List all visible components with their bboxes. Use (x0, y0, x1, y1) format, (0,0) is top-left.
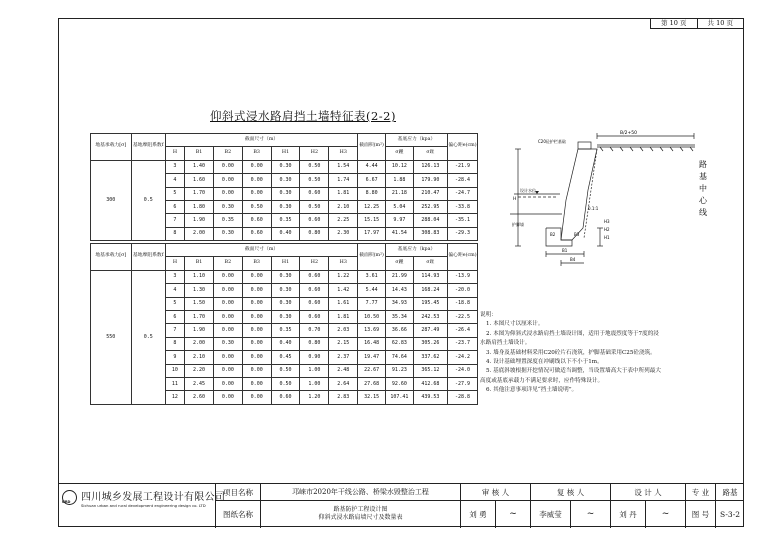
table-cell: 1.90 (185, 214, 214, 227)
table-cell: 0.30 (271, 310, 300, 323)
table-cell: 0.60 (300, 310, 329, 323)
rechecker-signature: ~ (570, 500, 610, 528)
col-stress-heel: σ踵 (385, 147, 413, 160)
table-cell: 1.60 (185, 174, 214, 187)
table-cell: -26.4 (447, 324, 477, 337)
table-cell: 2.45 (185, 377, 214, 390)
drawing-name (260, 500, 460, 528)
table-cell: 12.25 (358, 200, 386, 213)
designer-label: 设 计 人 (610, 484, 685, 500)
header-friction: 基地摩阻系数f (131, 134, 165, 161)
table-cell: 0.00 (213, 284, 242, 297)
table-cell: 3 (165, 160, 184, 173)
major-value: 路基 (715, 484, 744, 500)
table-cell: 107.41 (385, 391, 413, 404)
company-name-en: Sichuan urban and rural development engineering design co. LTD (81, 503, 206, 508)
table-cell: 9.97 (385, 214, 413, 227)
table-cell: 1.70 (185, 187, 214, 200)
table-cell: 41.54 (385, 227, 413, 240)
table-cell: 4 (165, 284, 184, 297)
table-cell: 0.35 (271, 214, 300, 227)
table-cell: 1.20 (300, 391, 329, 404)
table-cell: 1.70 (185, 310, 214, 323)
table-cell: -29.3 (447, 227, 477, 240)
table-cell: 0.30 (213, 337, 242, 350)
diagram-guardrail-label: C20砼护栏基础 (538, 139, 566, 144)
col-H1: H1 (271, 147, 300, 160)
diagram-road-centerline: 路基中心线 (698, 160, 708, 220)
table-cell: 0.60 (242, 227, 271, 240)
table-cell: 0.00 (213, 364, 242, 377)
wall-section-diagram (500, 128, 720, 278)
table-cell: 0.50 (300, 160, 329, 173)
table-cell: 0.30 (271, 200, 300, 213)
table-cell: 0.00 (242, 324, 271, 337)
company-name: 四川城乡发展工程设计有限公司 (81, 492, 226, 503)
table-cell: 14.43 (385, 284, 413, 297)
col-H3: H3 (329, 257, 358, 270)
table-cell: 0.80 (300, 337, 329, 350)
diagram-dim-B4: B4 (570, 257, 576, 262)
review-label: 审 核 人 (460, 484, 530, 500)
table-cell: 365.12 (413, 364, 447, 377)
table-cell: 0.00 (213, 391, 242, 404)
table-cell: 17.97 (358, 227, 386, 240)
diagram-dim-B1: B1 (562, 248, 568, 253)
load-capacity-value: 300 (91, 160, 132, 240)
table-cell: 6 (165, 310, 184, 323)
note-line: 4. 设计基础埋置深度在冲刷线以下不小于1m。 (486, 359, 603, 366)
table-cell: -24.0 (447, 364, 477, 377)
company-logo (62, 490, 77, 505)
project-name-label: 项目名称 (215, 484, 260, 500)
table-cell: 0.00 (213, 310, 242, 323)
table-cell: 0.00 (213, 351, 242, 364)
friction-value: 0.5 (131, 270, 165, 404)
col-B2: B2 (213, 257, 242, 270)
table-cell: 1.80 (185, 200, 214, 213)
table-cell: 0.60 (271, 391, 300, 404)
table-cell: 2.37 (329, 351, 358, 364)
table-cell: 2.48 (329, 364, 358, 377)
table-cell: 0.00 (242, 174, 271, 187)
table-cell: -27.9 (447, 377, 477, 390)
table-cell: 19.47 (358, 351, 386, 364)
diagram-dim-H1: H1 (604, 235, 610, 240)
table-cell: 0.40 (271, 337, 300, 350)
table-cell: 439.53 (413, 391, 447, 404)
table-cell: 1.54 (329, 160, 358, 173)
page-number-box (650, 18, 744, 29)
header-section-area: 截面积(m²) (358, 244, 386, 271)
table-cell: 2.15 (329, 337, 358, 350)
col-stress-toe: σ趾 (413, 257, 447, 270)
diagram-bottom-label: 护脚墙 (512, 222, 524, 227)
table-cell: 412.68 (413, 377, 447, 390)
table-cell: 0.30 (271, 297, 300, 310)
drawing-no: S-3-2 (715, 500, 744, 528)
table-cell: 242.53 (413, 310, 447, 323)
table-cell: 0.00 (242, 364, 271, 377)
col-H2: H2 (300, 257, 329, 270)
col-stress-toe: σ趾 (413, 147, 447, 160)
table-cell: 4 (165, 174, 184, 187)
spec-table-2 (90, 243, 478, 405)
table-cell: -33.8 (447, 200, 477, 213)
table-cell: 0.40 (271, 227, 300, 240)
note-line: 水路肩挡土墙设计。 (480, 340, 531, 347)
table-cell: 2.30 (329, 227, 358, 240)
designer-signature: ~ (645, 500, 685, 528)
header-friction: 基地摩阻系数f (131, 244, 165, 271)
table-cell: 32.15 (358, 391, 386, 404)
table-cell: 9 (165, 351, 184, 364)
table-cell: 0.00 (213, 160, 242, 173)
table-cell: 0.00 (242, 351, 271, 364)
note-line: 高度或基底承载力不满足要求时，应作特殊设计。 (480, 377, 604, 384)
table-cell: 0.35 (271, 324, 300, 337)
header-base-stress: 基底应力（kpa） (385, 244, 447, 257)
table-cell: -23.7 (447, 337, 477, 350)
col-H: H (165, 147, 184, 160)
table-cell: 10.12 (385, 160, 413, 173)
table-cell: -22.5 (447, 310, 477, 323)
table-cell: 4.44 (358, 160, 386, 173)
table-cell: 92.60 (385, 377, 413, 390)
table-cell: 62.83 (385, 337, 413, 350)
table-cell: 0.00 (213, 270, 242, 283)
table-cell: 12 (165, 391, 184, 404)
table-cell: 2.20 (185, 364, 214, 377)
table-cell: 0.30 (271, 187, 300, 200)
header-eccentricity: 偏心距e(cm) (447, 244, 477, 271)
table-cell: 1.81 (329, 310, 358, 323)
table-cell: 2.10 (329, 200, 358, 213)
table-cell: 2.64 (329, 377, 358, 390)
recheck-label: 复 核 人 (530, 484, 610, 500)
table-cell: 2.10 (185, 351, 214, 364)
table-cell: 0.00 (242, 337, 271, 350)
table-cell: 0.90 (300, 351, 329, 364)
table-cell: 21.99 (385, 270, 413, 283)
table-cell: 0.30 (271, 160, 300, 173)
table-cell: 0.60 (300, 270, 329, 283)
table-cell: 1.00 (300, 364, 329, 377)
table-cell: 35.34 (385, 310, 413, 323)
table-cell: 0.35 (213, 214, 242, 227)
col-B1: B1 (185, 257, 214, 270)
table-cell: 2.03 (329, 324, 358, 337)
table-cell: 1.74 (329, 174, 358, 187)
table-cell: 0.50 (300, 174, 329, 187)
note-line: 说明： (480, 312, 497, 318)
table-cell: -28.4 (447, 174, 477, 187)
header-load-capacity: 地基承载力[σ] (91, 244, 132, 271)
drawing-name-line-2: 仰斜式浸水路肩墙尺寸及数量表 (318, 514, 403, 521)
major-label: 专 业 (685, 484, 715, 500)
note-line: 3. 墙身及基础材料采用C20砼片石浇筑，护脚基础采用C25砼浇筑。 (486, 349, 656, 356)
table-cell: 1.40 (185, 160, 214, 173)
diagram-dim-H3: H3 (604, 219, 610, 224)
table-row (91, 160, 478, 173)
table-cell: 34.93 (385, 297, 413, 310)
table-cell: 287.49 (413, 324, 447, 337)
col-H1: H1 (271, 257, 300, 270)
diagram-slope: 0.1:1 (588, 206, 599, 211)
table-cell: 0.00 (242, 377, 271, 390)
header-section-dims: 截面尺寸（m） (165, 134, 357, 147)
table-cell: -21.9 (447, 160, 477, 173)
col-H: H (165, 257, 184, 270)
table-cell: 0.50 (242, 200, 271, 213)
col-stress-heel: σ踵 (385, 257, 413, 270)
table-cell: 8 (165, 337, 184, 350)
header-base-stress: 基底应力（kpa） (385, 134, 447, 147)
table-cell: 305.26 (413, 337, 447, 350)
table-cell: 195.45 (413, 297, 447, 310)
table-cell: 252.95 (413, 200, 447, 213)
table-cell: 10 (165, 364, 184, 377)
table-cell: 1.42 (329, 284, 358, 297)
note-line: 5. 基底斜坡根据开挖情况可做适当调整，当设置墙高大于表中所列最大 (486, 368, 661, 375)
table-cell: 0.60 (242, 214, 271, 227)
table-cell: 0.50 (300, 200, 329, 213)
rechecker-name: 李威莹 (530, 500, 570, 528)
table-cell: 3 (165, 270, 184, 283)
total-pages-label: 共 10 页 (697, 18, 744, 28)
drawing-name-line-1: 路基防护工程设计图 (333, 506, 388, 513)
table-cell: 2.00 (185, 227, 214, 240)
table-cell: 126.13 (413, 160, 447, 173)
table-cell: 2.00 (185, 337, 214, 350)
table-cell: 288.04 (413, 214, 447, 227)
table-cell: 8.80 (358, 187, 386, 200)
table-cell: 7.77 (358, 297, 386, 310)
page-label: 第 10 页 (661, 19, 687, 27)
note-line: 2. 本图为仰斜式浸水路肩挡土墙设计图，适用于地震烈度等于7度的浸 (486, 330, 659, 337)
table-cell: 0.30 (271, 270, 300, 283)
table-cell: 5 (165, 187, 184, 200)
table-cell: 3.61 (358, 270, 386, 283)
table-cell: 7 (165, 324, 184, 337)
table-cell: 36.66 (385, 324, 413, 337)
table-cell: 0.00 (213, 324, 242, 337)
spec-table-1 (90, 133, 478, 241)
table-cell: -20.0 (447, 284, 477, 297)
table-cell: 11 (165, 377, 184, 390)
table-cell: 0.00 (242, 160, 271, 173)
table-cell: 1.88 (385, 174, 413, 187)
table-cell: 0.50 (271, 377, 300, 390)
diagram-dim-B2: B2 (550, 232, 556, 237)
drawing-no-label: 图 号 (685, 500, 715, 528)
table-cell: 0.60 (300, 187, 329, 200)
table-cell: -13.9 (447, 270, 477, 283)
title-block (58, 483, 744, 528)
diagram-dim-H: H (513, 197, 517, 202)
table-cell: 1.81 (329, 187, 358, 200)
table-cell: 0.00 (213, 377, 242, 390)
table-cell: 0.00 (242, 187, 271, 200)
designer-name: 刘 丹 (610, 500, 645, 528)
table-cell: -18.8 (447, 297, 477, 310)
drawing-name-label: 图纸名称 (215, 500, 260, 528)
table-cell: 0.50 (271, 364, 300, 377)
table-cell: -35.1 (447, 214, 477, 227)
table-cell: 2.83 (329, 391, 358, 404)
table-cell: 179.90 (413, 174, 447, 187)
table-cell: 0.70 (300, 324, 329, 337)
table-cell: 21.18 (385, 187, 413, 200)
table-cell: 2.60 (185, 391, 214, 404)
table-cell: 168.24 (413, 284, 447, 297)
table-row (91, 270, 478, 283)
table-cell: 0.00 (242, 391, 271, 404)
header-section-dims: 截面尺寸（m） (165, 244, 357, 257)
table-cell: 13.69 (358, 324, 386, 337)
friction-value: 0.5 (131, 160, 165, 240)
table-cell: 7 (165, 214, 184, 227)
table-cell: 15.15 (358, 214, 386, 227)
table-cell: 0.00 (242, 297, 271, 310)
col-B2: B2 (213, 147, 242, 160)
table-cell: 0.00 (242, 310, 271, 323)
table-cell: 10.50 (358, 310, 386, 323)
col-B3: B3 (242, 147, 271, 160)
table-cell: 308.83 (413, 227, 447, 240)
reviewer-signature: ~ (495, 500, 530, 528)
col-H3: H3 (329, 147, 358, 160)
table-cell: -24.2 (447, 351, 477, 364)
table-cell: 91.23 (385, 364, 413, 377)
table-cell: 0.60 (300, 297, 329, 310)
table-cell: 114.93 (413, 270, 447, 283)
diagram-dim-B3: B3 (574, 232, 580, 237)
table-cell: 1.30 (185, 284, 214, 297)
table-cell: -24.7 (447, 187, 477, 200)
table-cell: 6.67 (358, 174, 386, 187)
col-B1: B1 (185, 147, 214, 160)
table-cell: 27.68 (358, 377, 386, 390)
table-cell: 0.30 (213, 227, 242, 240)
table-cell: 0.45 (271, 351, 300, 364)
diagram-top-dim: B/2+50 (620, 131, 637, 136)
reviewer-name: 刘 勇 (460, 500, 495, 528)
header-section-area: 截面积(m²) (358, 134, 386, 161)
table-cell: 0.00 (242, 284, 271, 297)
table-cell: 16.48 (358, 337, 386, 350)
table-cell: 0.00 (242, 270, 271, 283)
table-cell: 0.80 (300, 227, 329, 240)
table-cell: 1.00 (300, 377, 329, 390)
table-cell: 0.00 (213, 297, 242, 310)
col-B3: B3 (242, 257, 271, 270)
table-cell: 0.00 (213, 187, 242, 200)
table-cell: 210.47 (413, 187, 447, 200)
note-line: 6. 其他注意事项详见“挡土墙说明”。 (486, 387, 578, 394)
table-cell: 1.10 (185, 270, 214, 283)
header-load-capacity: 地基承载力[σ] (91, 134, 132, 161)
header-eccentricity: 偏心距e(cm) (447, 134, 477, 161)
page-title: 仰斜式浸水路肩挡土墙特征表(2-2) (210, 109, 396, 123)
table-cell: 0.30 (213, 200, 242, 213)
table-cell: 5.04 (385, 200, 413, 213)
table-cell: -28.8 (447, 391, 477, 404)
table-cell: 6 (165, 200, 184, 213)
design-notes (480, 311, 732, 396)
table-cell: 0.00 (213, 174, 242, 187)
diagram-dim-H2: H2 (604, 227, 610, 232)
col-H2: H2 (300, 147, 329, 160)
load-capacity-value: 550 (91, 270, 132, 404)
note-line: 1. 本图尺寸以厘米计。 (486, 321, 544, 328)
table-cell: 5 (165, 297, 184, 310)
table-cell: 337.62 (413, 351, 447, 364)
table-cell: 5.44 (358, 284, 386, 297)
table-cell: 0.60 (300, 214, 329, 227)
table-cell: 1.61 (329, 297, 358, 310)
table-cell: 0.30 (271, 284, 300, 297)
table-cell: 8 (165, 227, 184, 240)
table-cell: 0.30 (271, 174, 300, 187)
table-cell: 22.67 (358, 364, 386, 377)
table-cell: 0.60 (300, 284, 329, 297)
logo-text: URD (62, 500, 71, 504)
project-name: 邛崃市2020年干线公路、桥梁水毁整治工程 (260, 484, 460, 500)
diagram-water-level: 设计水位 (520, 188, 536, 193)
table-cell: 1.22 (329, 270, 358, 283)
table-cell: 1.50 (185, 297, 214, 310)
table-cell: 2.25 (329, 214, 358, 227)
table-cell: 74.64 (385, 351, 413, 364)
table-cell: 1.90 (185, 324, 214, 337)
